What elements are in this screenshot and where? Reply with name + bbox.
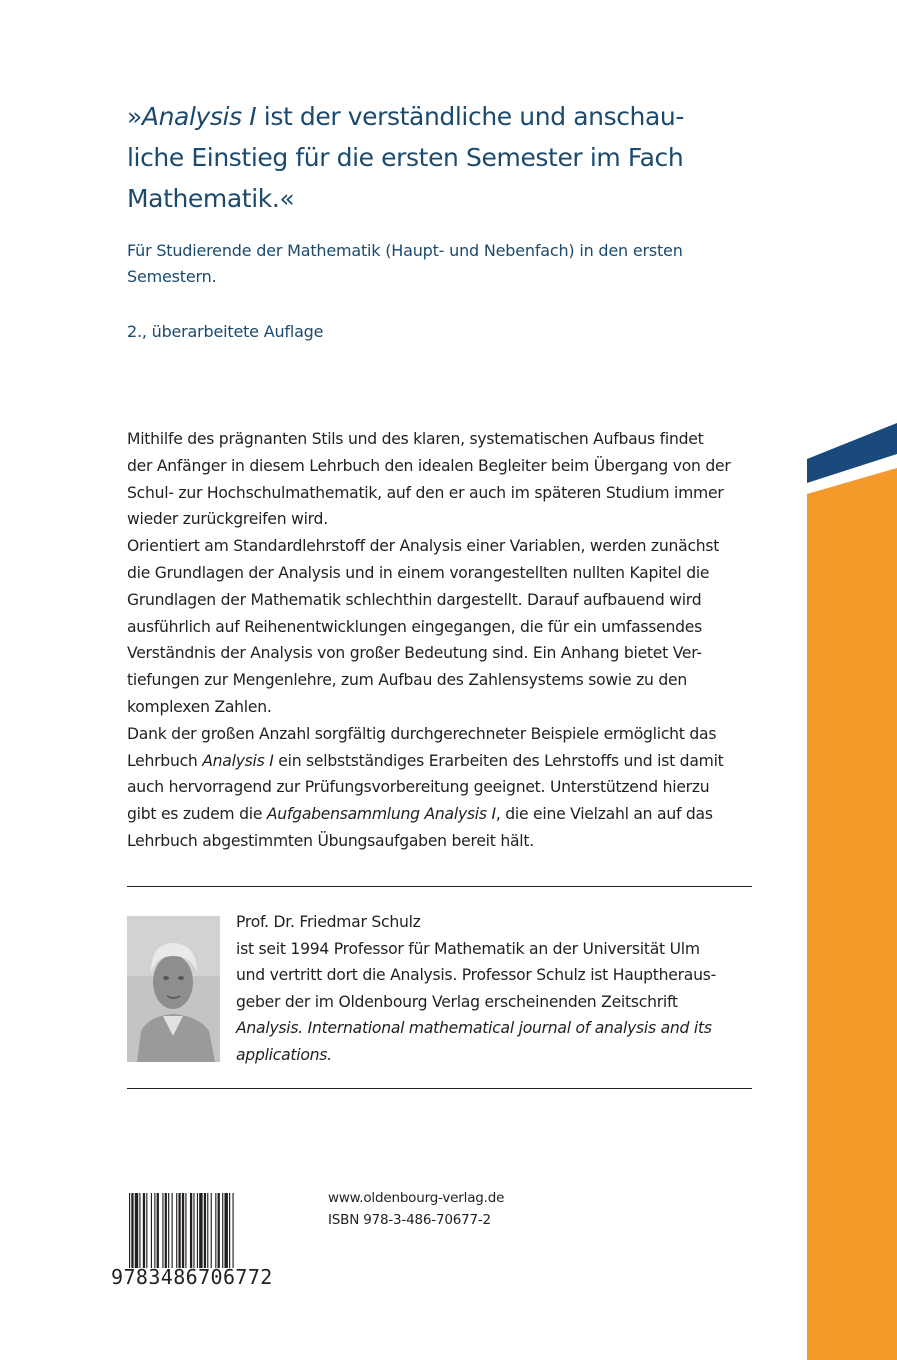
barcode-bar [211,1193,212,1268]
divider-top [127,886,752,887]
barcode-bar [197,1193,198,1268]
barcode-bar [129,1193,130,1268]
barcode-bar [154,1193,155,1268]
barcode-bar [172,1193,173,1268]
barcode-bar [233,1193,234,1268]
barcode-bar [165,1193,167,1268]
journal-title: Analysis. International mathematical journal of analysis and its [236,1019,712,1037]
barcode-bar [193,1193,194,1268]
barcode-bar [178,1193,180,1268]
barcode-digits: 9783486706772 [111,1265,273,1289]
barcode-bar [176,1193,177,1268]
publisher-url: www.oldenbourg-verlag.de [328,1190,505,1206]
barcode-bar [162,1193,163,1268]
barcode-bar [157,1193,159,1268]
barcode-bar [215,1193,216,1268]
orange-stripe [807,466,897,1360]
divider-bottom [127,1088,752,1089]
barcode-bars [127,1193,287,1268]
book-tagline [127,96,767,219]
tagline-line-3: Mathematik.« [127,184,295,213]
isbn-barcode [111,1189,291,1297]
barcode-bar [151,1193,152,1268]
barcode-bar [218,1193,220,1268]
tagline-line-2: liche Einstieg für die ersten Semester im Fach [127,143,684,172]
barcode-bar [204,1193,206,1268]
barcode-bar [139,1193,140,1268]
barcode-bar [199,1193,202,1268]
barcode-bar [146,1193,147,1268]
barcode-bar [135,1193,138,1268]
barcode-bar [131,1193,133,1268]
barcode-bar [190,1193,192,1268]
barcode-bar [143,1193,145,1268]
author-photo [127,916,220,1062]
barcode-bar [229,1193,230,1268]
barcode-bar [182,1193,184,1268]
book-description: Mithilfe des prägnanten Stils und des klaren, systematischen Aufbaus findet der Anfänger in diesem Lehrbuch den idealen Begleiter beim Übergang von der Schul- zur Hochschulmathematik, auf den er auch im späteren Studium immer wieder zurückgreifen wird. Orientiert am Standardlehrstoff der Analysis einer Variablen, werden zunächst die Grundlagen der Analysis und in einem vorangestellten nullten Kapitel die Grundlagen der Mathematik schlechthin dargestellt. Darauf aufbauend wird ausführlich auf Reihenentwicklungen eingegangen, die für ein umfassendes Verständnis der Analysis von großer Bedeutung sind. Ein Anhang bietet Ver- tiefungen zur Mengenlehre, zum Aufbau des Zahlensystems sowie zu den komplexen Zahlen. Dank der großen Anzahl sorgfältig durchgerechneter Beispiele ermöglicht das Lehrbuch Analysis I ein selbstständiges Erarbeiten des Lehrstoffs und ist damit auch hervorragend zur Prüfungsvorbereitung geeignet. Unterstützend hierzu gibt es zudem die Aufgabensammlung Analysis I, die eine Vielzahl an auf das Lehrbuch abgestimmten Übungsaufgaben bereit hält. [127,430,731,850]
barcode-bar [185,1193,186,1268]
book-title: Analysis I [141,102,257,131]
edition-note: 2., überarbeitete Auflage [127,322,324,341]
author-bio: Prof. Dr. Friedmar Schulz ist seit 1994 Professor für Mathematik an der Universität Ulm und vertritt dort die Analysis. Professor Schulz ist Hauptheraus- geber der im Oldenbourg Verlag erscheinenden Zeitschrift Analysis. International mathematical journal of analysis and its applications. [236,909,756,1068]
publisher-info [328,1187,504,1231]
tagline-line-1: »Analysis I ist der verständliche und anschau- [127,102,684,131]
barcode-bar [222,1193,223,1268]
barcode-bar [224,1193,227,1268]
audience-note: Für Studierende der Mathematik (Haupt- und Nebenfach) in den ersten Semestern. [127,241,683,286]
isbn-number: ISBN 978-3-486-70677-2 [328,1212,491,1228]
barcode-bar [207,1193,208,1268]
barcode-bar [168,1193,169,1268]
author-name: Prof. Dr. Friedmar Schulz [236,913,421,931]
